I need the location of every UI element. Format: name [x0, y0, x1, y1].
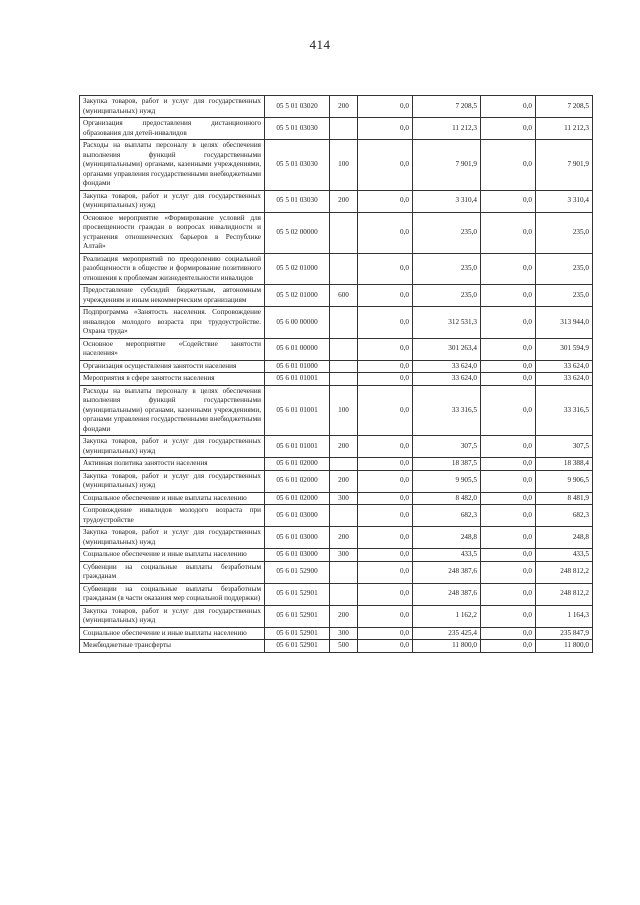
amount-1-cell: 0,0 — [358, 505, 413, 527]
row-name-cell: Субвенции на социальные выплаты безработным гражданам — [80, 561, 265, 583]
expense-type-cell: 100 — [330, 140, 358, 191]
row-name-cell: Социальное обеспечение и иные выплаты населению — [80, 549, 265, 562]
amount-3-cell: 0,0 — [481, 583, 536, 605]
amount-1-cell: 0,0 — [358, 212, 413, 253]
amount-2-cell: 7 901,9 — [413, 140, 481, 191]
table-row — [80, 338, 593, 360]
expense-type-cell: 200 — [330, 470, 358, 492]
amount-3-cell: 0,0 — [481, 307, 536, 339]
expense-type-cell — [330, 253, 358, 285]
target-code-cell: 05 6 01 52901 — [265, 583, 330, 605]
amount-4-cell: 11 212,3 — [536, 118, 593, 140]
target-code-cell: 05 6 01 02000 — [265, 458, 330, 471]
expense-type-cell — [330, 307, 358, 339]
row-name-cell: Закупка товаров, работ и услуг для государственных (муниципальных) нужд — [80, 605, 265, 627]
amount-4-cell: 235 847,9 — [536, 627, 593, 640]
target-code-cell: 05 6 01 03000 — [265, 505, 330, 527]
row-name-cell: Основное мероприятие «Формирование условий для просвещенности граждан в вопросах инвалидности и устранения отношенческих барьеров в Республике Алтай» — [80, 212, 265, 253]
row-name-cell: Межбюджетные трансферты — [80, 640, 265, 653]
table-row — [80, 458, 593, 471]
amount-1-cell: 0,0 — [358, 385, 413, 436]
table-row — [80, 436, 593, 458]
table-row — [80, 360, 593, 373]
amount-3-cell: 0,0 — [481, 338, 536, 360]
amount-1-cell: 0,0 — [358, 360, 413, 373]
amount-1-cell: 0,0 — [358, 492, 413, 505]
target-code-cell: 05 5 01 03030 — [265, 118, 330, 140]
table-row — [80, 527, 593, 549]
expense-type-cell: 300 — [330, 627, 358, 640]
table-row — [80, 561, 593, 583]
amount-4-cell: 433,5 — [536, 549, 593, 562]
amount-4-cell: 33 316,5 — [536, 385, 593, 436]
table-row — [80, 549, 593, 562]
table-row — [80, 385, 593, 436]
expense-type-cell — [330, 458, 358, 471]
amount-3-cell: 0,0 — [481, 605, 536, 627]
expense-type-cell: 200 — [330, 436, 358, 458]
expense-type-cell — [330, 118, 358, 140]
amount-1-cell: 0,0 — [358, 373, 413, 386]
amount-1-cell: 0,0 — [358, 583, 413, 605]
amount-4-cell: 248,8 — [536, 527, 593, 549]
target-code-cell: 05 5 01 03030 — [265, 140, 330, 191]
amount-4-cell: 1 164,3 — [536, 605, 593, 627]
amount-2-cell: 235,0 — [413, 253, 481, 285]
page-number: 414 — [309, 37, 331, 52]
row-name-cell: Закупка товаров, работ и услуг для государственных (муниципальных) нужд — [80, 527, 265, 549]
budget-table — [79, 95, 593, 653]
amount-2-cell: 33 316,5 — [413, 385, 481, 436]
amount-4-cell: 313 944,0 — [536, 307, 593, 339]
amount-2-cell: 248,8 — [413, 527, 481, 549]
amount-3-cell: 0,0 — [481, 436, 536, 458]
amount-4-cell: 235,0 — [536, 212, 593, 253]
table-row — [80, 470, 593, 492]
table-row — [80, 253, 593, 285]
amount-1-cell: 0,0 — [358, 640, 413, 653]
amount-4-cell: 682,3 — [536, 505, 593, 527]
table-row — [80, 605, 593, 627]
row-name-cell: Социальное обеспечение и иные выплаты населению — [80, 492, 265, 505]
amount-3-cell: 0,0 — [481, 373, 536, 386]
target-code-cell: 05 6 01 52900 — [265, 561, 330, 583]
amount-1-cell: 0,0 — [358, 627, 413, 640]
amount-3-cell: 0,0 — [481, 285, 536, 307]
table-row — [80, 505, 593, 527]
amount-3-cell: 0,0 — [481, 360, 536, 373]
target-code-cell: 05 6 01 01001 — [265, 373, 330, 386]
row-name-cell: Расходы на выплаты персоналу в целях обеспечения выполнения функций государственными (муниципальными) органами, казенными учреждениями, органами управления государственными внебюджетными фондами — [80, 140, 265, 191]
amount-4-cell: 9 906,5 — [536, 470, 593, 492]
row-name-cell: Закупка товаров, работ и услуг для государственных (муниципальных) нужд — [80, 96, 265, 118]
target-code-cell: 05 6 01 01000 — [265, 360, 330, 373]
amount-1-cell: 0,0 — [358, 458, 413, 471]
target-code-cell: 05 6 01 02000 — [265, 470, 330, 492]
amount-4-cell: 248 812,2 — [536, 583, 593, 605]
amount-4-cell: 11 800,0 — [536, 640, 593, 653]
amount-1-cell: 0,0 — [358, 96, 413, 118]
amount-3-cell: 0,0 — [481, 118, 536, 140]
expense-type-cell — [330, 561, 358, 583]
table-row — [80, 373, 593, 386]
expense-type-cell: 300 — [330, 549, 358, 562]
amount-1-cell: 0,0 — [358, 140, 413, 191]
amount-3-cell: 0,0 — [481, 458, 536, 471]
amount-4-cell: 301 594,9 — [536, 338, 593, 360]
amount-4-cell: 235,0 — [536, 253, 593, 285]
amount-3-cell: 0,0 — [481, 253, 536, 285]
amount-2-cell: 8 482,0 — [413, 492, 481, 505]
amount-1-cell: 0,0 — [358, 285, 413, 307]
target-code-cell: 05 5 02 01000 — [265, 285, 330, 307]
target-code-cell: 05 6 01 03000 — [265, 527, 330, 549]
amount-2-cell: 9 905,5 — [413, 470, 481, 492]
table-row — [80, 118, 593, 140]
amount-1-cell: 0,0 — [358, 253, 413, 285]
target-code-cell: 05 6 01 02000 — [265, 492, 330, 505]
amount-2-cell: 7 208,5 — [413, 96, 481, 118]
expense-type-cell — [330, 212, 358, 253]
target-code-cell: 05 6 01 52901 — [265, 640, 330, 653]
row-name-cell: Социальное обеспечение и иные выплаты населению — [80, 627, 265, 640]
amount-4-cell: 33 624,0 — [536, 373, 593, 386]
expense-type-cell: 200 — [330, 190, 358, 212]
expense-type-cell: 600 — [330, 285, 358, 307]
amount-1-cell: 0,0 — [358, 470, 413, 492]
amount-2-cell: 3 310,4 — [413, 190, 481, 212]
amount-2-cell: 433,5 — [413, 549, 481, 562]
target-code-cell: 05 6 01 01001 — [265, 436, 330, 458]
amount-4-cell: 7 901,9 — [536, 140, 593, 191]
expense-type-cell: 200 — [330, 96, 358, 118]
amount-2-cell: 682,3 — [413, 505, 481, 527]
table-row — [80, 140, 593, 191]
target-code-cell: 05 5 01 03030 — [265, 190, 330, 212]
amount-2-cell: 18 387,5 — [413, 458, 481, 471]
amount-3-cell: 0,0 — [481, 527, 536, 549]
expense-type-cell — [330, 583, 358, 605]
amount-3-cell: 0,0 — [481, 385, 536, 436]
table-row — [80, 583, 593, 605]
target-code-cell: 05 5 01 03020 — [265, 96, 330, 118]
expense-type-cell — [330, 373, 358, 386]
target-code-cell: 05 6 00 00000 — [265, 307, 330, 339]
row-name-cell: Основное мероприятие «Содействие занятости населения» — [80, 338, 265, 360]
amount-2-cell: 307,5 — [413, 436, 481, 458]
amount-2-cell: 248 387,6 — [413, 583, 481, 605]
row-name-cell: Субвенции на социальные выплаты безработным гражданам (в части оказания мер социальной поддержки) — [80, 583, 265, 605]
amount-4-cell: 248 812,2 — [536, 561, 593, 583]
row-name-cell: Закупка товаров, работ и услуг для государственных (муниципальных) нужд — [80, 190, 265, 212]
amount-3-cell: 0,0 — [481, 561, 536, 583]
expense-type-cell: 200 — [330, 605, 358, 627]
expense-type-cell: 300 — [330, 492, 358, 505]
amount-1-cell: 0,0 — [358, 118, 413, 140]
amount-3-cell: 0,0 — [481, 505, 536, 527]
amount-2-cell: 1 162,2 — [413, 605, 481, 627]
row-name-cell: Предоставление субсидий бюджетным, автономным учреждениям и иным некоммерческим организациям — [80, 285, 265, 307]
amount-4-cell: 18 388,4 — [536, 458, 593, 471]
amount-3-cell: 0,0 — [481, 549, 536, 562]
row-name-cell: Организация предоставления дистанционного образования для детей-инвалидов — [80, 118, 265, 140]
expense-type-cell — [330, 338, 358, 360]
amount-4-cell: 8 481,9 — [536, 492, 593, 505]
amount-1-cell: 0,0 — [358, 436, 413, 458]
table-row — [80, 640, 593, 653]
row-name-cell: Мероприятия в сфере занятости населения — [80, 373, 265, 386]
amount-2-cell: 248 387,6 — [413, 561, 481, 583]
expense-type-cell: 100 — [330, 385, 358, 436]
target-code-cell: 05 5 02 01000 — [265, 253, 330, 285]
row-name-cell: Организация осуществления занятости населения — [80, 360, 265, 373]
amount-1-cell: 0,0 — [358, 338, 413, 360]
budget-table-body — [80, 96, 593, 653]
amount-3-cell: 0,0 — [481, 96, 536, 118]
amount-4-cell: 7 208,5 — [536, 96, 593, 118]
row-name-cell: Сопровождение инвалидов молодого возраста при трудоустройстве — [80, 505, 265, 527]
amount-2-cell: 33 624,0 — [413, 360, 481, 373]
amount-3-cell: 0,0 — [481, 627, 536, 640]
amount-2-cell: 301 263,4 — [413, 338, 481, 360]
amount-3-cell: 0,0 — [481, 190, 536, 212]
amount-2-cell: 11 212,3 — [413, 118, 481, 140]
expense-type-cell — [330, 505, 358, 527]
amount-1-cell: 0,0 — [358, 549, 413, 562]
expense-type-cell — [330, 360, 358, 373]
row-name-cell: Подпрограмма «Занятость населения. Сопровождение инвалидов молодого возраста при трудоустройстве. Охрана труда» — [80, 307, 265, 339]
amount-3-cell: 0,0 — [481, 492, 536, 505]
row-name-cell: Закупка товаров, работ и услуг для государственных (муниципальных) нужд — [80, 470, 265, 492]
row-name-cell: Закупка товаров, работ и услуг для государственных (муниципальных) нужд — [80, 436, 265, 458]
amount-3-cell: 0,0 — [481, 140, 536, 191]
amount-4-cell: 307,5 — [536, 436, 593, 458]
expense-type-cell: 200 — [330, 527, 358, 549]
table-row — [80, 96, 593, 118]
target-code-cell: 05 6 01 52901 — [265, 627, 330, 640]
amount-4-cell: 3 310,4 — [536, 190, 593, 212]
table-row — [80, 212, 593, 253]
amount-2-cell: 235,0 — [413, 285, 481, 307]
target-code-cell: 05 5 02 00000 — [265, 212, 330, 253]
table-row — [80, 627, 593, 640]
amount-2-cell: 33 624,0 — [413, 373, 481, 386]
expense-type-cell: 500 — [330, 640, 358, 653]
amount-2-cell: 235 425,4 — [413, 627, 481, 640]
amount-4-cell: 33 624,0 — [536, 360, 593, 373]
table-row — [80, 492, 593, 505]
amount-2-cell: 235,0 — [413, 212, 481, 253]
target-code-cell: 05 6 01 52901 — [265, 605, 330, 627]
amount-2-cell: 312 531,3 — [413, 307, 481, 339]
target-code-cell: 05 6 01 03000 — [265, 549, 330, 562]
amount-3-cell: 0,0 — [481, 212, 536, 253]
amount-1-cell: 0,0 — [358, 561, 413, 583]
amount-3-cell: 0,0 — [481, 640, 536, 653]
amount-4-cell: 235,0 — [536, 285, 593, 307]
row-name-cell: Реализация мероприятий по преодолению социальной разобщенности в обществе и формирование позитивного отношения к проблемам жизнедеятельности инвалидов — [80, 253, 265, 285]
row-name-cell: Расходы на выплаты персоналу в целях обеспечения выполнения функций государственными (муниципальными) органами, казенными учреждениями, органами управления государственными внебюджетными фондами — [80, 385, 265, 436]
amount-1-cell: 0,0 — [358, 605, 413, 627]
amount-1-cell: 0,0 — [358, 307, 413, 339]
target-code-cell: 05 6 01 01001 — [265, 385, 330, 436]
table-row — [80, 190, 593, 212]
target-code-cell: 05 6 01 00000 — [265, 338, 330, 360]
amount-3-cell: 0,0 — [481, 470, 536, 492]
amount-1-cell: 0,0 — [358, 527, 413, 549]
table-row — [80, 285, 593, 307]
amount-1-cell: 0,0 — [358, 190, 413, 212]
amount-2-cell: 11 800,0 — [413, 640, 481, 653]
row-name-cell: Активная политика занятости населения — [80, 458, 265, 471]
table-row — [80, 307, 593, 339]
